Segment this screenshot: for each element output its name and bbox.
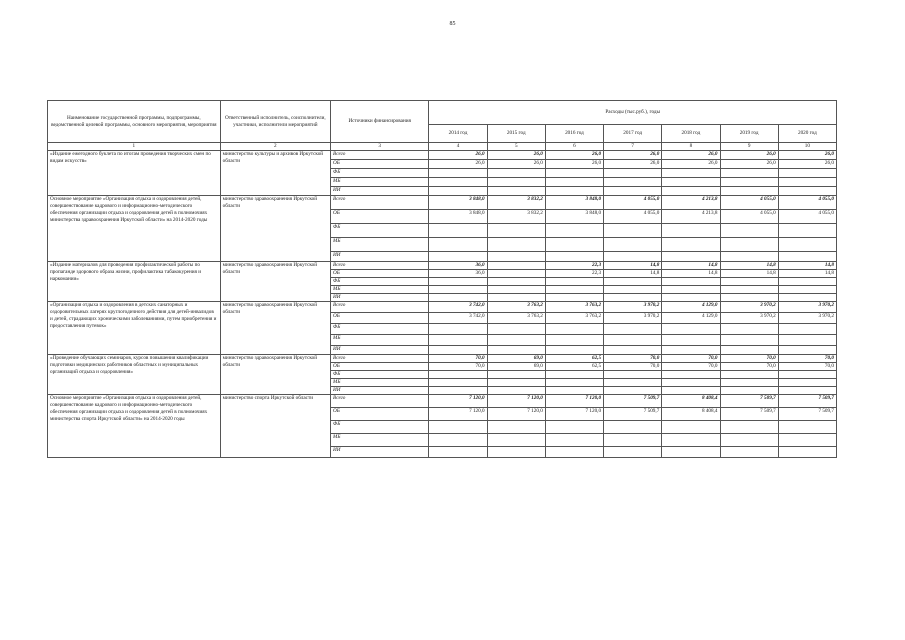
program-name: «Издание ежегодного буклета по итогам проведения творческих смен по видам искусств»: [48, 151, 221, 196]
amount-cell: 70,0: [662, 363, 720, 371]
executor: министерство культуры и архивов Иркутской области: [220, 151, 330, 196]
table-row: [48, 151, 837, 160]
amount-cell: [662, 324, 720, 335]
amount-cell: 3 763,2: [487, 313, 545, 324]
amount-cell: 3 970,2: [604, 313, 662, 324]
amount-cell: [720, 346, 778, 355]
amount-cell: 26,0: [778, 151, 836, 160]
funding-source: Всего: [331, 395, 429, 408]
amount-cell: 70,0: [662, 355, 720, 363]
amount-cell: [545, 286, 603, 294]
funding-source: МБ: [331, 286, 429, 294]
amount-cell: [487, 447, 545, 458]
amount-cell: 4 129,0: [662, 313, 720, 324]
amount-cell: [604, 238, 662, 252]
amount-cell: [720, 252, 778, 262]
amount-cell: 3 970,2: [720, 313, 778, 324]
amount-cell: 7 120,0: [545, 395, 603, 408]
amount-cell: [429, 238, 487, 252]
funding-source: Всего: [331, 302, 429, 313]
amount-cell: [487, 286, 545, 294]
amount-cell: [429, 286, 487, 294]
funding-source: ФБ: [331, 324, 429, 335]
amount-cell: [429, 178, 487, 187]
funding-source: ФБ: [331, 278, 429, 286]
amount-cell: 14,8: [662, 262, 720, 270]
amount-cell: [604, 224, 662, 238]
amount-cell: [545, 434, 603, 447]
amount-cell: [662, 224, 720, 238]
funding-source: МБ: [331, 379, 429, 387]
amount-cell: [545, 224, 603, 238]
amount-cell: [545, 371, 603, 379]
amount-cell: [604, 387, 662, 395]
amount-cell: 3 848,0: [545, 196, 603, 210]
amount-cell: 69,0: [487, 363, 545, 371]
funding-source: ОБ: [331, 210, 429, 224]
amount-cell: 36,0: [429, 262, 487, 270]
program-name: «Проведение обучающих семинаров, курсов повышения квалификации подготовки медицинских работников областных и муниципальных организаций отдыха и оздоровления»: [48, 355, 221, 395]
amount-cell: 7 509,7: [720, 408, 778, 421]
amount-cell: [720, 434, 778, 447]
executor: министерство здравоохранения Иркутской области: [220, 355, 330, 395]
amount-cell: 7 120,0: [487, 395, 545, 408]
funding-source: ОБ: [331, 160, 429, 169]
amount-cell: 26,0: [545, 151, 603, 160]
amount-cell: [545, 379, 603, 387]
amount-cell: 3 832,2: [487, 210, 545, 224]
amount-cell: [487, 187, 545, 196]
column-number: 10: [778, 143, 836, 151]
amount-cell: [487, 294, 545, 302]
amount-cell: [720, 447, 778, 458]
amount-cell: [545, 324, 603, 335]
header-source: Источники финансирования: [331, 101, 429, 143]
header-name: Наименование государственной программы, подпрограммы, ведомственной целевой программы, основного мероприятия, мероприятия: [48, 101, 221, 143]
amount-cell: [429, 324, 487, 335]
amount-cell: [778, 187, 836, 196]
amount-cell: [545, 278, 603, 286]
amount-cell: [778, 434, 836, 447]
funding-source: ФБ: [331, 421, 429, 434]
amount-cell: 3 970,2: [604, 302, 662, 313]
amount-cell: 7 120,0: [429, 408, 487, 421]
amount-cell: [604, 187, 662, 196]
amount-cell: [545, 178, 603, 187]
amount-cell: [429, 447, 487, 458]
amount-cell: 70,0: [429, 355, 487, 363]
amount-cell: [778, 387, 836, 395]
amount-cell: [487, 262, 545, 270]
executor: министерство здравоохранения Иркутской области: [220, 196, 330, 262]
amount-cell: [662, 447, 720, 458]
amount-cell: 26,0: [487, 160, 545, 169]
amount-cell: 7 509,7: [720, 395, 778, 408]
amount-cell: 3 848,0: [545, 210, 603, 224]
amount-cell: 70,0: [429, 363, 487, 371]
amount-cell: [429, 335, 487, 346]
amount-cell: [487, 252, 545, 262]
amount-cell: 4 055,0: [778, 196, 836, 210]
amount-cell: [487, 379, 545, 387]
amount-cell: [604, 346, 662, 355]
header-year: 2019 год: [720, 125, 778, 143]
amount-cell: [720, 278, 778, 286]
funding-source: ОБ: [331, 408, 429, 421]
amount-cell: 14,8: [778, 262, 836, 270]
amount-cell: 26,0: [604, 160, 662, 169]
amount-cell: [662, 379, 720, 387]
amount-cell: [604, 421, 662, 434]
amount-cell: 70,0: [720, 355, 778, 363]
amount-cell: 4 055,0: [720, 196, 778, 210]
amount-cell: [487, 387, 545, 395]
amount-cell: [778, 447, 836, 458]
amount-cell: 3 763,2: [487, 302, 545, 313]
amount-cell: [662, 169, 720, 178]
amount-cell: 26,0: [429, 160, 487, 169]
amount-cell: [604, 169, 662, 178]
amount-cell: 70,0: [778, 355, 836, 363]
amount-cell: 26,0: [720, 151, 778, 160]
amount-cell: 3 970,2: [778, 302, 836, 313]
amount-cell: [545, 238, 603, 252]
amount-cell: 14,8: [720, 270, 778, 278]
amount-cell: [662, 286, 720, 294]
amount-cell: [720, 387, 778, 395]
amount-cell: 7 120,0: [545, 408, 603, 421]
table-row: [48, 196, 837, 210]
funding-source: ОБ: [331, 270, 429, 278]
amount-cell: 69,0: [487, 355, 545, 363]
funding-source: ИИ: [331, 294, 429, 302]
header-expenses: Расходы (тыс.руб.), годы: [429, 101, 837, 125]
amount-cell: [662, 371, 720, 379]
executor: министерство здравоохранения Иркутской области: [220, 262, 330, 302]
amount-cell: [778, 238, 836, 252]
amount-cell: [429, 379, 487, 387]
amount-cell: [545, 169, 603, 178]
amount-cell: [429, 224, 487, 238]
amount-cell: [429, 387, 487, 395]
amount-cell: 4 055,0: [604, 196, 662, 210]
column-number: 4: [429, 143, 487, 151]
amount-cell: 26,0: [429, 151, 487, 160]
amount-cell: [604, 252, 662, 262]
amount-cell: [720, 294, 778, 302]
page-number: 85: [449, 21, 456, 27]
amount-cell: 62,5: [545, 363, 603, 371]
table-row: [48, 355, 837, 363]
amount-cell: [487, 371, 545, 379]
amount-cell: [545, 421, 603, 434]
amount-cell: [720, 371, 778, 379]
funding-source: ФБ: [331, 224, 429, 238]
program-name: Основное мероприятие «Организация отдыха и оздоровления детей, совершенствование кадрового и информационно-методического обеспечения организации отдыха и оздоровления детей в полномочиях министерства здравоохранения Иркутской области» на 2014-2020 годы: [48, 196, 221, 262]
amount-cell: [604, 447, 662, 458]
funding-source: ИИ: [331, 252, 429, 262]
amount-cell: [429, 371, 487, 379]
amount-cell: [778, 286, 836, 294]
amount-cell: 7 509,7: [604, 408, 662, 421]
amount-cell: [429, 278, 487, 286]
amount-cell: 4 055,0: [778, 210, 836, 224]
amount-cell: [662, 434, 720, 447]
amount-cell: [545, 447, 603, 458]
amount-cell: 26,0: [604, 151, 662, 160]
funding-source: Всего: [331, 151, 429, 160]
header-year: 2018 год: [662, 125, 720, 143]
header-year: 2016 год: [545, 125, 603, 143]
amount-cell: [604, 286, 662, 294]
amount-cell: 3 970,2: [778, 313, 836, 324]
amount-cell: 14,8: [604, 262, 662, 270]
amount-cell: 62,5: [545, 355, 603, 363]
funding-source: ИИ: [331, 447, 429, 458]
amount-cell: 7 509,7: [778, 408, 836, 421]
funding-source: ОБ: [331, 313, 429, 324]
amount-cell: [778, 178, 836, 187]
amount-cell: [662, 346, 720, 355]
amount-cell: [487, 324, 545, 335]
amount-cell: [429, 421, 487, 434]
amount-cell: 14,8: [604, 270, 662, 278]
column-number: 1: [48, 143, 221, 151]
amount-cell: [604, 379, 662, 387]
funding-source: ФБ: [331, 371, 429, 379]
amount-cell: [720, 187, 778, 196]
amount-cell: [604, 278, 662, 286]
column-number: 8: [662, 143, 720, 151]
budget-table: [47, 100, 837, 458]
amount-cell: [778, 371, 836, 379]
amount-cell: [487, 178, 545, 187]
header-year: 2020 год: [778, 125, 836, 143]
amount-cell: 3 848,0: [429, 196, 487, 210]
amount-cell: 4 055,0: [720, 210, 778, 224]
column-number: 2: [220, 143, 330, 151]
amount-cell: [487, 278, 545, 286]
amount-cell: [487, 346, 545, 355]
amount-cell: [487, 238, 545, 252]
funding-source: МБ: [331, 178, 429, 187]
amount-cell: 22,3: [545, 270, 603, 278]
funding-source: ОБ: [331, 363, 429, 371]
amount-cell: 70,0: [778, 363, 836, 371]
amount-cell: 26,0: [662, 160, 720, 169]
amount-cell: 70,0: [604, 355, 662, 363]
amount-cell: 14,8: [720, 262, 778, 270]
column-number: 6: [545, 143, 603, 151]
amount-cell: [778, 335, 836, 346]
header-year: 2017 год: [604, 125, 662, 143]
table-row: [48, 302, 837, 313]
amount-cell: [662, 252, 720, 262]
amount-cell: [487, 335, 545, 346]
amount-cell: [720, 324, 778, 335]
executor: министерство здравоохранения Иркутской области: [220, 302, 330, 355]
amount-cell: 3 742,0: [429, 302, 487, 313]
funding-source: ФБ: [331, 169, 429, 178]
amount-cell: 4 129,0: [662, 302, 720, 313]
amount-cell: [604, 294, 662, 302]
header-executor: Ответственный исполнитель, соисполнители, участники, исполнители мероприятий: [220, 101, 330, 143]
amount-cell: [778, 346, 836, 355]
amount-cell: [662, 187, 720, 196]
header-year: 2015 год: [487, 125, 545, 143]
program-name: Основное мероприятие «Организация отдыха и оздоровления детей, совершенствование кадрового и информационно-методического обеспечения организации отдыха и оздоровления детей в полномочиях министерства спорта Иркутской области» на 2014-2020 годы: [48, 395, 221, 458]
executor: министерство спорта Иркутской области: [220, 395, 330, 458]
amount-cell: [778, 294, 836, 302]
amount-cell: [487, 169, 545, 178]
amount-cell: [604, 178, 662, 187]
amount-cell: [604, 324, 662, 335]
amount-cell: [778, 252, 836, 262]
amount-cell: 70,0: [720, 363, 778, 371]
amount-cell: 8 408,4: [662, 395, 720, 408]
amount-cell: [720, 169, 778, 178]
funding-source: ИИ: [331, 387, 429, 395]
amount-cell: [487, 224, 545, 238]
amount-cell: [720, 379, 778, 387]
amount-cell: [662, 178, 720, 187]
amount-cell: 3 763,2: [545, 313, 603, 324]
amount-cell: [720, 286, 778, 294]
amount-cell: [487, 421, 545, 434]
table-row: [48, 395, 837, 408]
program-name: «Издание материалов для проведения профилактической работы по пропаганде здорового образа жизни, профилактика табакокурения и наркомании»: [48, 262, 221, 302]
amount-cell: 26,0: [545, 160, 603, 169]
amount-cell: 3 763,2: [545, 302, 603, 313]
column-number: 9: [720, 143, 778, 151]
amount-cell: [662, 335, 720, 346]
amount-cell: [429, 169, 487, 178]
amount-cell: 3 742,0: [429, 313, 487, 324]
funding-source: МБ: [331, 434, 429, 447]
amount-cell: [429, 434, 487, 447]
amount-cell: 7 509,7: [778, 395, 836, 408]
amount-cell: 70,0: [604, 363, 662, 371]
header-year: 2014 год: [429, 125, 487, 143]
amount-cell: [604, 434, 662, 447]
amount-cell: 4 213,8: [662, 210, 720, 224]
funding-source: ИИ: [331, 346, 429, 355]
amount-cell: 3 848,0: [429, 210, 487, 224]
amount-cell: 3 970,2: [720, 302, 778, 313]
amount-cell: [778, 224, 836, 238]
amount-cell: [778, 421, 836, 434]
amount-cell: [487, 434, 545, 447]
amount-cell: 36,0: [429, 270, 487, 278]
amount-cell: [720, 224, 778, 238]
column-number: 3: [331, 143, 429, 151]
amount-cell: 26,0: [662, 151, 720, 160]
amount-cell: 26,0: [487, 151, 545, 160]
funding-source: Всего: [331, 196, 429, 210]
amount-cell: 7 509,7: [604, 395, 662, 408]
column-number: 7: [604, 143, 662, 151]
amount-cell: [720, 421, 778, 434]
amount-cell: [778, 169, 836, 178]
amount-cell: [429, 187, 487, 196]
amount-cell: [604, 335, 662, 346]
amount-cell: 14,8: [778, 270, 836, 278]
amount-cell: 7 120,0: [429, 395, 487, 408]
amount-cell: [662, 421, 720, 434]
amount-cell: 3 832,2: [487, 196, 545, 210]
amount-cell: [778, 379, 836, 387]
amount-cell: [720, 238, 778, 252]
amount-cell: 4 213,8: [662, 196, 720, 210]
amount-cell: [778, 324, 836, 335]
amount-cell: [662, 278, 720, 286]
amount-cell: 8 408,4: [662, 408, 720, 421]
amount-cell: [604, 371, 662, 379]
amount-cell: [662, 238, 720, 252]
amount-cell: [545, 346, 603, 355]
amount-cell: [778, 278, 836, 286]
funding-source: Всего: [331, 355, 429, 363]
amount-cell: [720, 335, 778, 346]
amount-cell: [720, 178, 778, 187]
amount-cell: 7 120,0: [487, 408, 545, 421]
amount-cell: [662, 294, 720, 302]
column-number: 5: [487, 143, 545, 151]
amount-cell: [545, 387, 603, 395]
funding-source: ИИ: [331, 187, 429, 196]
amount-cell: 26,0: [720, 160, 778, 169]
funding-source: Всего: [331, 262, 429, 270]
amount-cell: [545, 335, 603, 346]
amount-cell: 14,8: [662, 270, 720, 278]
amount-cell: 26,0: [778, 160, 836, 169]
amount-cell: [662, 387, 720, 395]
table-row: [48, 262, 837, 270]
funding-source: МБ: [331, 238, 429, 252]
amount-cell: [429, 346, 487, 355]
program-name: «Организация отдыха и оздоровления в детских санаторных и оздоровительных лагерях круглогодичного действия для детей-инвалидов и детей, страдающих хроническими заболеваниями, путем приобретения и предоставления путевок»: [48, 302, 221, 355]
amount-cell: [487, 270, 545, 278]
amount-cell: [545, 252, 603, 262]
amount-cell: [429, 294, 487, 302]
amount-cell: [545, 294, 603, 302]
amount-cell: 22,3: [545, 262, 603, 270]
amount-cell: [545, 187, 603, 196]
amount-cell: 4 055,0: [604, 210, 662, 224]
amount-cell: [429, 252, 487, 262]
funding-source: МБ: [331, 335, 429, 346]
